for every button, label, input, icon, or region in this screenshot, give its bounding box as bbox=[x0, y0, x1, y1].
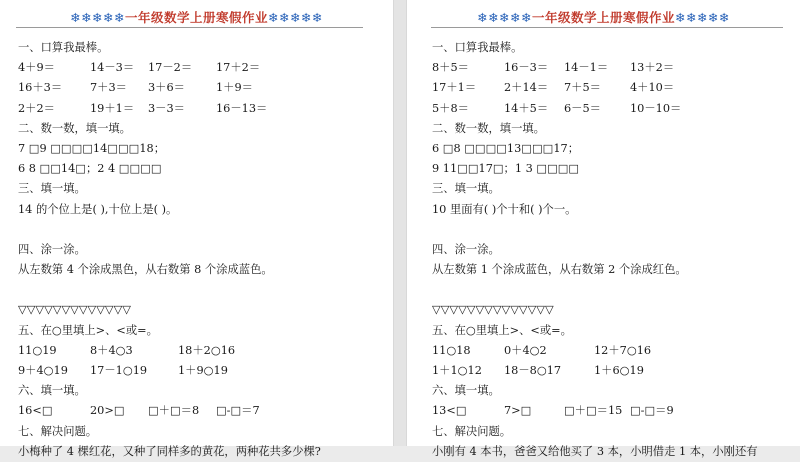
problem-item: 8＋5＝ bbox=[432, 61, 469, 75]
worksheet-line bbox=[18, 442, 383, 462]
right-page bbox=[407, 0, 800, 458]
problem-item: 2＋14＝ bbox=[504, 81, 549, 95]
page-title bbox=[407, 8, 800, 26]
line-text: 6 8 □□14□；2 4 □□□□ bbox=[18, 162, 162, 176]
worksheet-line bbox=[18, 260, 383, 280]
line-text: 从左数第 1 个涂成蓝色，从右数第 2 个涂成红色。 bbox=[432, 263, 687, 277]
snowflake-icon: ❄❄❄❄❄ bbox=[70, 10, 125, 25]
problem-item: 4＋9＝ bbox=[18, 61, 55, 75]
page-title bbox=[0, 8, 393, 26]
problem-item: 1＋9○19 bbox=[178, 364, 228, 377]
problem-item: 16＋3＝ bbox=[18, 81, 63, 95]
worksheet-line bbox=[432, 381, 790, 401]
snowflake-icon: ❄❄❄❄❄ bbox=[477, 10, 532, 25]
problem-row bbox=[432, 99, 790, 119]
line-text: 7 □9 □□□□14□□□18； bbox=[18, 141, 165, 155]
page-gutter bbox=[393, 0, 407, 446]
problem-item: 19＋1＝ bbox=[90, 101, 135, 115]
problem-item: □＋□＝8 bbox=[148, 404, 200, 418]
worksheet-body bbox=[432, 38, 790, 462]
worksheet-line bbox=[432, 119, 790, 139]
problem-item: 11○19 bbox=[18, 343, 57, 357]
problem-item: 20>□ bbox=[90, 404, 125, 418]
problem-item: 16－13＝ bbox=[216, 101, 268, 115]
line-text: 三、填一填。 bbox=[432, 182, 500, 196]
worksheet-line bbox=[18, 240, 383, 260]
problem-item: 9＋4○19 bbox=[18, 364, 68, 377]
worksheet-line bbox=[18, 200, 383, 220]
problem-item: 11○18 bbox=[432, 343, 471, 357]
line-text: ▽▽▽▽▽▽▽▽▽▽▽▽▽ bbox=[18, 303, 131, 317]
line-text: 四、涂一涂。 bbox=[432, 242, 500, 256]
problem-item: □-□＝7 bbox=[216, 404, 260, 418]
worksheet-line bbox=[432, 200, 790, 220]
problem-row bbox=[18, 401, 383, 421]
line-text: 二、数一数，填一填。 bbox=[18, 121, 131, 135]
worksheet-line bbox=[432, 300, 790, 320]
problem-item: 2＋2＝ bbox=[18, 101, 55, 115]
problem-item: 1＋6○19 bbox=[594, 364, 644, 377]
problem-item: 17＋2＝ bbox=[216, 61, 261, 75]
problem-row bbox=[432, 401, 790, 421]
line-text: 9 11□□17□；1 3 □□□□ bbox=[432, 162, 580, 176]
problem-item: 16－3＝ bbox=[504, 61, 549, 75]
problem-item: □＋□＝15 bbox=[564, 404, 623, 418]
line-text: ▽▽▽▽▽▽▽▽▽▽▽▽▽▽ bbox=[432, 303, 554, 317]
worksheet-line bbox=[18, 381, 383, 401]
line-text: 小刚有 4 本书，爸爸又给他买了 3 本，小明借走 1 本，小刚还有 bbox=[432, 444, 758, 458]
worksheet-line bbox=[432, 442, 790, 462]
line-text: 四、涂一涂。 bbox=[18, 242, 86, 256]
problem-row bbox=[432, 58, 790, 78]
problem-item: 14＋5＝ bbox=[504, 101, 549, 115]
title-text: 一年级数学上册寒假作业 bbox=[531, 10, 675, 25]
line-text: 小梅种了 4 棵红花，又种了同样多的黄花，两种花共多少棵? bbox=[18, 444, 321, 458]
snowflake-icon: ❄❄❄❄❄ bbox=[268, 10, 323, 25]
snowflake-icon: ❄❄❄❄❄ bbox=[675, 10, 730, 25]
problem-item: 14－3＝ bbox=[90, 61, 135, 75]
problem-item: 18－8○17 bbox=[504, 364, 562, 377]
worksheet-line bbox=[18, 119, 383, 139]
line-text: 从左数第 4 个涂成黑色，从右数第 8 个涂成蓝色。 bbox=[18, 263, 273, 277]
problem-item: 10－10＝ bbox=[630, 101, 682, 115]
problem-item: 6－5＝ bbox=[564, 101, 601, 115]
line-text: 六、填一填。 bbox=[18, 384, 86, 398]
problem-item: 3－3＝ bbox=[148, 101, 185, 115]
worksheet-line bbox=[18, 300, 383, 320]
worksheet-line bbox=[432, 139, 790, 159]
problem-row bbox=[432, 78, 790, 98]
line-text: 一、口算我最棒。 bbox=[432, 41, 523, 54]
problem-item: 7>□ bbox=[504, 404, 532, 418]
problem-row bbox=[432, 341, 790, 361]
problem-item: 18＋2○16 bbox=[178, 343, 236, 357]
problem-item: 8＋4○3 bbox=[90, 343, 133, 357]
line-text: 二、数一数，填一填。 bbox=[432, 121, 545, 135]
problem-row bbox=[18, 361, 383, 381]
problem-item: 16<□ bbox=[18, 404, 53, 418]
worksheet-line bbox=[432, 422, 790, 442]
problem-item: 1＋1○12 bbox=[432, 364, 482, 377]
line-text: 一、口算我最棒。 bbox=[18, 41, 109, 54]
line-text: 10 里面有( )个十和( )个一。 bbox=[432, 202, 577, 216]
problem-row bbox=[18, 78, 383, 98]
left-page bbox=[0, 0, 393, 458]
title-divider bbox=[16, 27, 363, 28]
problem-item: 12＋7○16 bbox=[594, 343, 652, 357]
problem-item: 5＋8＝ bbox=[432, 101, 469, 115]
title-text: 一年级数学上册寒假作业 bbox=[124, 10, 268, 25]
problem-item: 0＋4○2 bbox=[504, 343, 547, 357]
line-text: 五、在○里填上>、<或=。 bbox=[432, 323, 572, 337]
problem-item: □-□＝9 bbox=[630, 404, 674, 418]
line-text: 14 的个位上是( ),十位上是( )。 bbox=[18, 202, 178, 216]
problem-row bbox=[432, 361, 790, 381]
line-text: 七、解决问题。 bbox=[432, 424, 512, 438]
worksheet-line bbox=[18, 139, 383, 159]
problem-item: 17＋1＝ bbox=[432, 81, 477, 95]
problem-item: 7＋3＝ bbox=[90, 81, 127, 95]
problem-item: 7＋5＝ bbox=[564, 81, 601, 95]
blank-line bbox=[18, 220, 383, 240]
problem-item: 13＋2＝ bbox=[630, 61, 675, 75]
worksheet-body bbox=[18, 38, 383, 462]
blank-line bbox=[432, 220, 790, 240]
problem-row bbox=[18, 99, 383, 119]
problem-item: 3＋6＝ bbox=[148, 81, 185, 95]
line-text: 6 □8 □□□□13□□□17； bbox=[432, 141, 579, 155]
line-text: 五、在○里填上>、<或=。 bbox=[18, 323, 158, 337]
worksheet-line bbox=[18, 159, 383, 179]
worksheet-line bbox=[432, 38, 790, 58]
worksheet-line bbox=[18, 179, 383, 199]
problem-item: 4＋10＝ bbox=[630, 81, 675, 95]
line-text: 七、解决问题。 bbox=[18, 424, 98, 438]
blank-line bbox=[18, 280, 383, 300]
problem-item: 1＋9＝ bbox=[216, 81, 253, 95]
worksheet-line bbox=[18, 321, 383, 341]
line-text: 六、填一填。 bbox=[432, 384, 500, 398]
line-text: 三、填一填。 bbox=[18, 182, 86, 196]
problem-row bbox=[18, 58, 383, 78]
problem-item: 13<□ bbox=[432, 404, 467, 418]
worksheet-line bbox=[18, 422, 383, 442]
problem-row bbox=[18, 341, 383, 361]
problem-item: 17－1○19 bbox=[90, 364, 148, 377]
worksheet-line bbox=[18, 38, 383, 58]
worksheet-line bbox=[432, 159, 790, 179]
worksheet-line bbox=[432, 240, 790, 260]
worksheet-line bbox=[432, 260, 790, 280]
worksheet-line bbox=[432, 179, 790, 199]
problem-item: 14－1＝ bbox=[564, 61, 609, 75]
worksheet-line bbox=[432, 321, 790, 341]
problem-item: 17－2＝ bbox=[148, 61, 193, 75]
title-divider bbox=[431, 27, 783, 28]
blank-line bbox=[432, 280, 790, 300]
